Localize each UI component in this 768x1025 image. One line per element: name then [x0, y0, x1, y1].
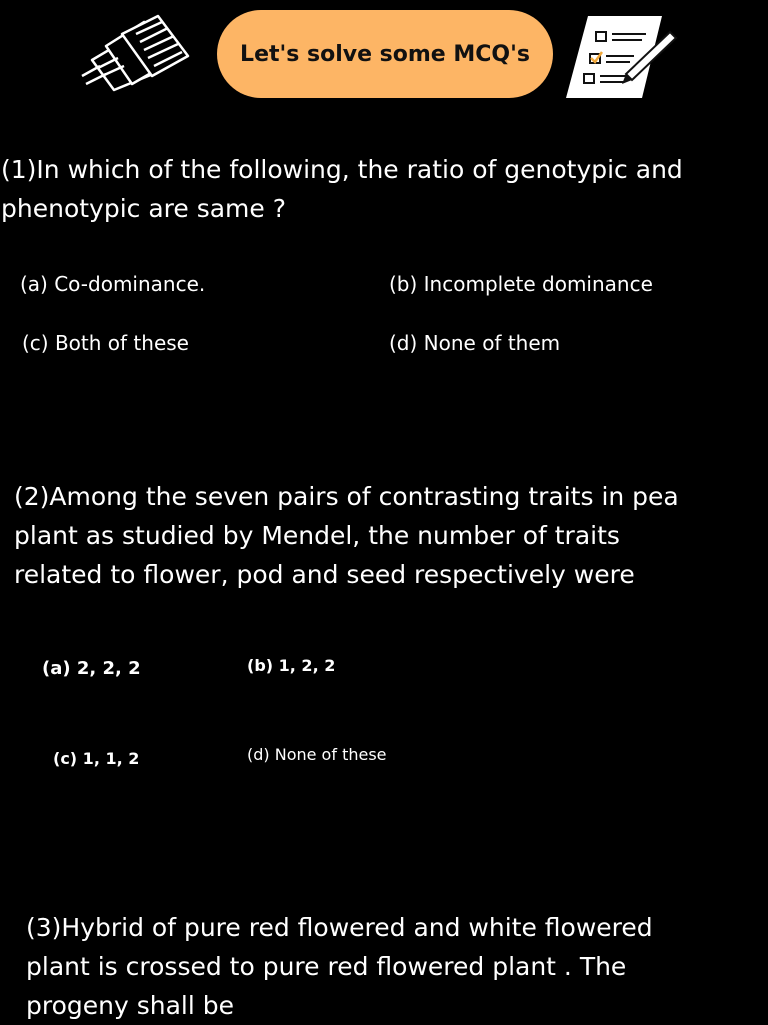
q2-option-a[interactable]: (a) 2, 2, 2: [42, 658, 141, 679]
question-1-line-1: (1)In which of the following, the ratio of genotypic and: [1, 155, 683, 184]
checklist-icon: [562, 14, 682, 100]
q1-option-a[interactable]: (a) Co-dominance.: [20, 272, 206, 296]
q2-option-d[interactable]: (d) None of these: [247, 745, 387, 764]
q1-option-b[interactable]: (b) Incomplete dominance: [389, 272, 653, 296]
q1-option-d[interactable]: (d) None of them: [389, 331, 561, 355]
question-3-line-2: plant is crossed to pure red flowered plant . The: [26, 952, 627, 981]
question-1-line-2: phenotypic are same ?: [1, 194, 287, 223]
papers-icon: [78, 12, 200, 94]
question-2-line-3: related to flower, pod and seed respectively were: [14, 560, 635, 589]
page-title: Let's solve some MCQ's: [240, 41, 530, 67]
q2-option-b[interactable]: (b) 1, 2, 2: [247, 656, 336, 675]
question-3-line-1: (3)Hybrid of pure red flowered and white flowered: [26, 913, 653, 942]
q2-option-c[interactable]: (c) 1, 1, 2: [53, 749, 140, 768]
question-2-line-2: plant as studied by Mendel, the number of traits: [14, 521, 620, 550]
question-3-line-3: progeny shall be: [26, 991, 235, 1020]
question-2-line-1: (2)Among the seven pairs of contrasting traits in pea: [14, 482, 679, 511]
q1-option-c[interactable]: (c) Both of these: [22, 331, 189, 355]
title-banner: [217, 10, 553, 98]
